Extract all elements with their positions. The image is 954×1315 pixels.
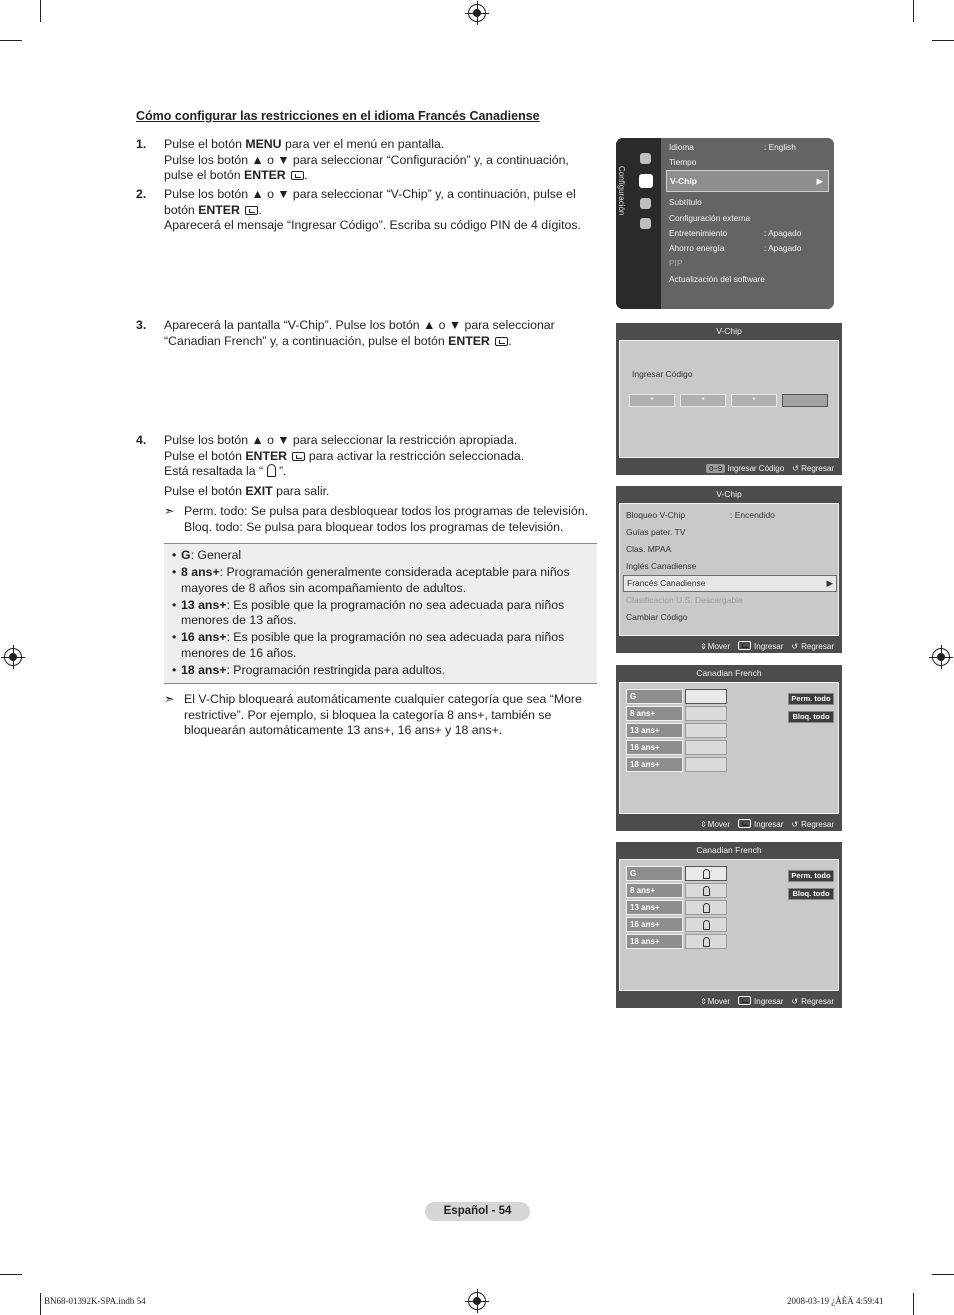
step-line: Pulse el botón ENTER para activar la restricción seleccionada. (164, 448, 525, 463)
code-label: Ingresar Código (632, 369, 693, 379)
print-slug-right: 2008-03-19 ¿ÀÈÄ 4:59:41 (787, 1296, 884, 1306)
lock-icon (703, 937, 710, 947)
registration-mark-icon (932, 648, 950, 666)
screen-panel (619, 682, 839, 814)
step-number: 1. (136, 137, 147, 151)
list-item: • 8 ans+: Programación generalmente considerada aceptable para niños mayores de 8 años sin acompañamiento de adultos. (172, 565, 589, 596)
enter-icon (245, 206, 258, 215)
step-1 (136, 137, 609, 184)
crop-mark (0, 40, 22, 41)
enter-icon (738, 996, 751, 1005)
crop-mark (913, 0, 914, 22)
rating-label[interactable]: G (626, 689, 683, 704)
print-slug-left: BN68-01392K-SPA.indb 54 (44, 1296, 146, 1306)
list-item: • G: General (172, 548, 589, 564)
rating-lock-box[interactable] (685, 740, 727, 755)
screen-footer: ⇕Mover Ingresar ↺ Regresar (700, 642, 834, 651)
return-icon: ↺ (792, 464, 799, 473)
osd-menu-item[interactable]: Actualización del software (669, 274, 765, 284)
move-icon: ⇕ (700, 820, 707, 829)
move-icon: ⇕ (700, 997, 707, 1006)
ratings-list (164, 543, 597, 684)
crop-mark (0, 1274, 22, 1275)
vchip-menu-item-frances[interactable]: Francés Canadiense ▶ (623, 575, 837, 592)
step-line: Pulse los botón ▲ o ▼ para seleccionar la restricción apropiada. (164, 433, 518, 447)
screen-title: Canadian French (696, 668, 762, 678)
rating-lock-box[interactable] (685, 934, 727, 949)
step-line: Pulse los botón ▲ o ▼ para seleccionar “V-Chip” y, a continuación, pulse el (164, 187, 576, 201)
step-line: pulse el botón ENTER . (164, 168, 308, 182)
osd-menu-item[interactable]: Subtítulo (669, 197, 702, 207)
vchip-menu-item[interactable]: Inglés Canadiense (626, 561, 697, 571)
code-digit-box[interactable]: * (731, 394, 777, 407)
list-item: • 13 ans+: Es posible que la programación no sea adecuada para niños menores de 13 años. (172, 598, 589, 629)
step-2 (136, 187, 609, 234)
lock-icon (267, 464, 276, 477)
rating-lock-box[interactable] (685, 866, 727, 881)
screen-title: V-Chip (716, 489, 742, 499)
crop-mark (932, 40, 954, 41)
move-icon: ⇕ (700, 642, 707, 651)
perm-todo-button[interactable]: Perm. todo (788, 870, 834, 882)
step-number: 2. (136, 187, 147, 201)
lock-icon (703, 886, 710, 896)
crop-mark (913, 1293, 914, 1315)
rating-lock-box[interactable] (685, 706, 727, 721)
rating-lock-box[interactable] (685, 900, 727, 915)
note-arrow-icon: ➣ (164, 504, 175, 518)
code-digit-box[interactable] (782, 394, 828, 407)
rating-label[interactable]: G (626, 866, 683, 881)
note-perm-bloq: ➣ Perm. todo: Se pulsa para desbloquear todos los programas de televisión. Bloq. todo: Se pulsa para bloquear todos los programas de televisión. (164, 504, 588, 534)
osd-menu-item[interactable]: Idioma : English (669, 142, 796, 152)
enter-icon (291, 171, 304, 180)
screen-panel (619, 340, 839, 458)
rating-lock-box[interactable] (685, 917, 727, 932)
rating-lock-box[interactable] (685, 883, 727, 898)
vchip-code-screen (616, 323, 842, 475)
canadian-french-locked-screen (616, 842, 842, 1008)
step-line: Aparecerá el mensaje “Ingresar Código”. Escriba su código PIN de 4 dígitos. (164, 218, 581, 232)
vchip-menu-item[interactable]: Cambiar Código (626, 612, 688, 622)
screen-footer: ⇕Mover Ingresar ↺ Regresar (700, 997, 834, 1006)
osd-menu-item[interactable]: Ahorro energía : Apagado (669, 243, 802, 253)
step-3 (136, 318, 609, 349)
rating-lock-box[interactable] (685, 723, 727, 738)
picture-icon (640, 153, 651, 164)
rating-label[interactable]: 8 ans+ (626, 706, 683, 721)
registration-mark-icon (468, 1292, 486, 1310)
rating-label[interactable]: 16 ans+ (626, 740, 683, 755)
perm-todo-button[interactable]: Perm. todo (788, 693, 834, 705)
step-number: 4. (136, 433, 147, 447)
step-line: “Canadian French” y, a continuación, pulse el botón ENTER . (164, 333, 512, 348)
code-digit-box[interactable]: * (629, 394, 675, 407)
vchip-menu-item[interactable]: Bloqueo V-Chip : Encendido (626, 510, 775, 520)
osd-menu-item[interactable]: Entretenimiento : Apagado (669, 228, 802, 238)
application-icon (640, 218, 651, 229)
osd-menu-item[interactable]: Tiempo (669, 157, 697, 167)
vchip-menu-item[interactable]: Clas. MPAA (626, 544, 672, 554)
rating-label[interactable]: 13 ans+ (626, 900, 683, 915)
vchip-menu-item: Clasificacion U.S. Descargable (626, 595, 743, 605)
step-line: Pulse los botón ▲ o ▼ para seleccionar “Configuración” y, a continuación, (164, 152, 569, 167)
arrow-right-icon: ▶ (816, 176, 823, 186)
rating-label[interactable]: 13 ans+ (626, 723, 683, 738)
registration-mark-icon (468, 4, 486, 22)
code-digit-box[interactable]: * (680, 394, 726, 407)
return-icon: ↺ (791, 997, 799, 1006)
lock-icon (703, 920, 710, 930)
enter-icon (495, 337, 508, 346)
crop-mark (932, 1274, 954, 1275)
bloq-todo-button[interactable]: Bloq. todo (788, 711, 834, 723)
screen-title: Canadian French (696, 845, 762, 855)
step-number: 3. (136, 318, 147, 332)
rating-lock-box[interactable] (685, 757, 727, 772)
osd-configuracion-screen (616, 138, 834, 309)
step-line: Aparecerá la pantalla “V-Chip”. Pulse los botón ▲ o ▼ para seleccionar (164, 318, 555, 332)
enter-icon (292, 452, 305, 461)
screen-panel (619, 503, 839, 636)
note-more-restrictive: ➣ El V-Chip bloqueará automáticamente cualquier categoría que sea “More restrictive”. Por ejemplo, si bloquea la categoría 8 ans+, también se bloquearán automáticamente 13 ans+, 16 ans+ y 18 ans+. (164, 692, 582, 737)
screen-title: V-Chip (716, 326, 742, 336)
section-heading: Cómo configurar las restricciones en el idioma Francés Canadiense (136, 109, 540, 123)
osd-sidebar-label: Configuración (617, 166, 626, 216)
canadian-french-screen (616, 665, 842, 831)
vchip-menu-item[interactable]: Guías pater. TV (626, 527, 686, 537)
osd-menu-item-vchip[interactable]: V-Chip ▶ (666, 170, 829, 192)
list-item: • 18 ans+: Programación restringida para adultos. (172, 663, 589, 679)
vchip-menu-screen (616, 486, 842, 653)
crop-mark (40, 1293, 41, 1315)
enter-icon (738, 641, 751, 650)
screen-panel (619, 859, 839, 991)
setup-gear-icon (639, 174, 653, 188)
step-line: Pulse el botón MENU para ver el menú en pantalla. (164, 137, 445, 151)
number-keys-icon: 0~9 (706, 464, 725, 473)
step-4 (136, 433, 609, 499)
crop-mark (40, 0, 41, 22)
input-icon (640, 198, 651, 209)
osd-sidebar (616, 138, 661, 309)
registration-mark-icon (4, 648, 22, 666)
exit-line: Pulse el botón EXIT para salir. (164, 483, 330, 498)
rating-lock-box[interactable] (685, 689, 727, 704)
rating-label[interactable]: 18 ans+ (626, 934, 683, 949)
page-number: Español - 54 (425, 1202, 530, 1221)
osd-menu-item[interactable]: Configuración externa (669, 213, 751, 223)
note-arrow-icon: ➣ (164, 692, 175, 706)
return-icon: ↺ (791, 820, 799, 829)
bloq-todo-button[interactable]: Bloq. todo (788, 888, 834, 900)
lock-icon (703, 869, 710, 879)
rating-label[interactable]: 18 ans+ (626, 757, 683, 772)
screen-footer: ⇕Mover Ingresar ↺ Regresar (700, 820, 834, 829)
rating-label[interactable]: 16 ans+ (626, 917, 683, 932)
step-line: botón ENTER . (164, 202, 262, 217)
arrow-right-icon: ▶ (826, 578, 833, 588)
return-icon: ↺ (791, 642, 799, 651)
screen-footer: 0~9 Ingresar Código ↺ Regresar (698, 464, 834, 473)
osd-menu-item: PIP (669, 258, 683, 268)
rating-label[interactable]: 8 ans+ (626, 883, 683, 898)
osd-menu (661, 138, 834, 309)
list-item: • 16 ans+: Es posible que la programación no sea adecuada para niños menores de 16 años. (172, 630, 589, 661)
lock-icon (703, 903, 710, 913)
enter-icon (738, 819, 751, 828)
step-line: Está resaltada la “ ”. (164, 464, 287, 478)
